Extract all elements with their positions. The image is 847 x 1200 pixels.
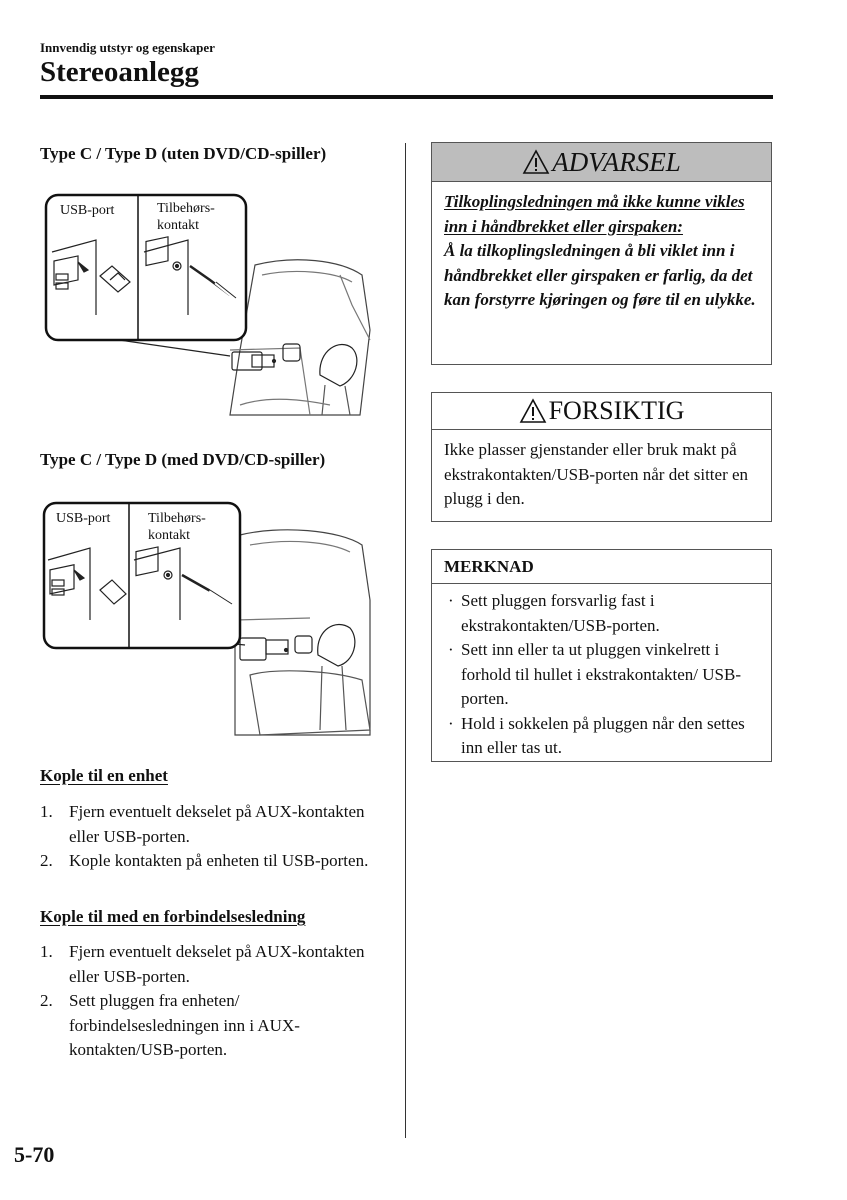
warning-body [432, 182, 771, 323]
note-box [431, 549, 772, 762]
connect-device-heading: Kople til en enhet [40, 766, 168, 785]
caution-text: Ikke plasser gjenstander eller bruk makt på ekstrakontakten/USB-porten når det sitter en plugg i den. [444, 440, 749, 508]
warning-box [431, 142, 772, 365]
column-divider [405, 143, 406, 1138]
list-item: · Hold i sokkelen på pluggen når den settes inn eller tas ut. [448, 713, 745, 757]
list-item: 2. Sett pluggen fra enheten/ forbindelsesledningen inn i AUX-kontakten/USB-porten. [40, 991, 300, 1059]
aux-label-line-2: kontakt [148, 528, 190, 543]
warning-triangle-icon [522, 149, 550, 175]
figure-2-title: Type C / Type D (med DVD/CD-spiller) [40, 450, 326, 469]
figure-1-illustration [40, 180, 385, 435]
aux-label-line-1: Tilbehørs- [157, 201, 215, 216]
caution-header [432, 393, 771, 430]
caution-title: FORSIKTIG [548, 396, 685, 425]
usb-port-label: USB-port [60, 203, 115, 218]
connect-cable-steps [40, 940, 380, 1063]
connect-cable-heading: Kople til med en forbindelsesledning [40, 907, 306, 926]
list-item: 2. Kople kontakten på enheten til USB-porten. [40, 851, 369, 870]
note-title: MERKNAD [432, 550, 771, 584]
section-label: Innvendig utstyr og egenskaper [40, 40, 215, 55]
figure-1-title: Type C / Type D (uten DVD/CD-spiller) [40, 144, 327, 163]
list-item: 1. Fjern eventuelt dekselet på AUX-kontakten eller USB-porten. [40, 942, 365, 986]
list-item: · Sett pluggen forsvarlig fast i ekstrakontakten/USB-porten. [448, 591, 660, 635]
list-item: · Sett inn eller ta ut pluggen vinkelrett i forhold til hullet i ekstrakontakten/ USB-porten. [448, 640, 741, 708]
warning-title: ADVARSEL [552, 146, 681, 177]
figure-2-illustration [40, 490, 385, 750]
warning-text: Å la tilkoplingsledningen å bli viklet inn i håndbrekket eller girspaken er farlig, da det kan forstyrre kjøringen og føre til en ulykke. [444, 241, 756, 309]
caution-triangle-icon [519, 398, 547, 424]
list-item: 1. Fjern eventuelt dekselet på AUX-kontakten eller USB-porten. [40, 802, 365, 846]
page-title: Stereoanlegg [40, 56, 199, 88]
caution-box [431, 392, 772, 522]
connect-device-steps [40, 800, 380, 874]
aux-label-line-1: Tilbehørs- [148, 511, 206, 526]
aux-label-line-2: kontakt [157, 218, 199, 233]
usb-port-label: USB-port [56, 511, 111, 526]
page-number: 5-70 [14, 1142, 55, 1167]
warning-header [432, 143, 771, 182]
warning-lead: Tilkoplingsledningen må ikke kunne vikles inn i håndbrekket eller girspaken: [444, 192, 745, 236]
note-body [432, 584, 771, 771]
title-rule [40, 95, 773, 99]
